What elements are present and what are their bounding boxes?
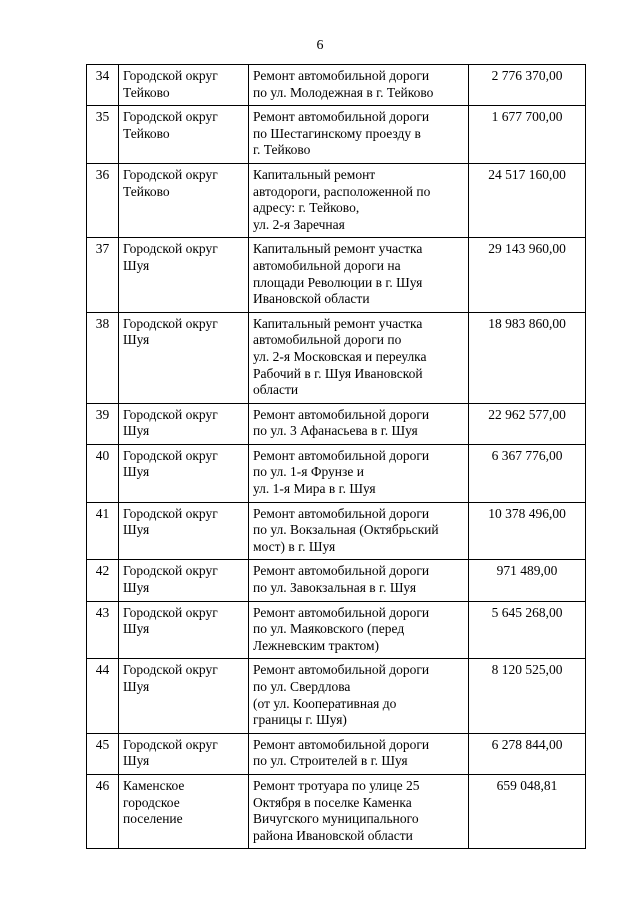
row-number: 35 [87,106,119,164]
municipality-cell [119,560,249,601]
description-cell [249,106,469,164]
description-cell [249,65,469,106]
municipality-line: Городской округ [123,505,218,521]
description-cell [249,560,469,601]
description-line: Капитальный ремонт участка [253,315,423,331]
description-cell [249,444,469,502]
description-line: по ул. Молодежная в г. Тейково [253,84,434,100]
municipality-line: Тейково [123,84,170,100]
description-line: по ул. Вокзальная (Октябрьский [253,522,439,538]
municipality-line: Городской округ [123,662,218,678]
table-row [87,774,586,848]
amount-cell: 18 983 860,00 [469,312,586,403]
amount-cell: 22 962 577,00 [469,403,586,444]
description-line: г. Тейково [253,142,311,158]
description-line: по ул. 3 Афанасьева в г. Шуя [253,423,418,439]
municipality-line: Шуя [123,522,150,538]
description-cell [249,403,469,444]
description-line: мост) в г. Шуя [253,538,336,554]
municipality-line: Городской округ [123,604,218,620]
description-line: границы г. Шуя) [253,712,347,728]
description-line: ул. 2-я Заречная [253,216,345,232]
table-row [87,106,586,164]
municipality-line: Городской округ [123,241,218,257]
description-line: по Шестагинскому проезду в [253,125,421,141]
row-number: 44 [87,659,119,733]
description-line: площади Революции в г. Шуя [253,274,423,290]
description-cell [249,733,469,774]
municipality-line: Городской округ [123,406,218,422]
table-row [87,502,586,560]
amount-cell: 10 378 496,00 [469,502,586,560]
table-row [87,403,586,444]
description-cell [249,774,469,848]
municipality-line: Шуя [123,679,150,694]
municipality-cell [119,502,249,560]
amount-cell: 2 776 370,00 [469,65,586,106]
description-line: по ул. Свердлова [253,679,351,694]
description-line: Вичугского муниципального [253,811,419,827]
description-line: Ремонт автомобильной дороги [253,505,430,521]
row-number: 36 [87,163,119,237]
municipality-cell [119,312,249,403]
description-line: района Ивановской области [253,827,413,843]
municipality-line: Шуя [123,621,150,637]
municipality-line: поселение [123,811,183,827]
row-number: 37 [87,238,119,312]
description-line: Ремонт автомобильной дороги [253,563,430,579]
description-line: Капитальный ремонт [253,166,376,182]
description-cell [249,601,469,659]
row-number: 45 [87,733,119,774]
description-line: Ремонт автомобильной дороги [253,68,430,83]
description-line: (от ул. Кооперативная до [253,695,397,711]
municipality-line: Каменское [123,777,185,793]
table-row [87,163,586,237]
amount-cell: 24 517 160,00 [469,163,586,237]
description-line: Ремонт автомобильной дороги [253,109,430,125]
municipality-line: Шуя [123,332,150,348]
description-line: Ремонт автомобильной дороги [253,662,430,678]
table-row [87,659,586,733]
description-line: автомобильной дороги на [253,257,401,273]
description-line: Ремонт автомобильной дороги [253,447,430,463]
description-line: по ул. Строителей в г. Шуя [253,753,408,769]
municipality-cell [119,444,249,502]
description-line: автодороги, расположенной по [253,183,431,199]
row-number: 39 [87,403,119,444]
municipality-line: Городской округ [123,736,218,752]
description-line: Ремонт тротуара по улице 25 [253,777,420,793]
municipality-line: Городской округ [123,447,218,463]
description-cell [249,163,469,237]
description-cell [249,312,469,403]
municipality-line: Городской округ [123,109,218,125]
municipality-cell [119,659,249,733]
table-row [87,560,586,601]
municipality-line: Городской округ [123,563,218,579]
description-line: Октября в поселке Каменка [253,794,412,810]
amount-cell: 1 677 700,00 [469,106,586,164]
page-number: 6 [316,38,324,53]
municipality-cell [119,733,249,774]
municipality-cell [119,601,249,659]
description-line: адресу: г. Тейково, [253,200,360,216]
description-line: по ул. 1-я Фрунзе и [253,464,364,480]
description-line: Лежневским трактом) [253,637,380,653]
row-number: 42 [87,560,119,601]
municipality-line: Тейково [123,125,170,141]
amount-cell: 29 143 960,00 [469,238,586,312]
description-line: Рабочий в г. Шуя Ивановской [253,365,423,381]
municipality-line: Городской округ [123,315,218,331]
municipality-line: Шуя [123,464,150,480]
description-line: области [253,382,299,398]
table-row [87,601,586,659]
municipality-line: Шуя [123,753,150,769]
amount-cell: 659 048,81 [469,774,586,848]
table-row [87,444,586,502]
municipality-cell [119,774,249,848]
description-line: по ул. Завокзальная в г. Шуя [253,580,417,596]
row-number: 41 [87,502,119,560]
municipality-cell [119,106,249,164]
description-line: автомобильной дороги по [253,332,402,348]
municipality-cell [119,65,249,106]
description-line: Ивановской области [253,291,370,307]
municipality-cell [119,163,249,237]
row-number: 38 [87,312,119,403]
row-number: 40 [87,444,119,502]
row-number: 46 [87,774,119,848]
municipality-line: Шуя [123,423,150,439]
description-line: Ремонт автомобильной дороги [253,736,430,752]
amount-cell: 5 645 268,00 [469,601,586,659]
table-row [87,238,586,312]
table-body [87,65,586,849]
municipality-line: Шуя [123,580,150,596]
description-cell [249,238,469,312]
amount-cell: 971 489,00 [469,560,586,601]
amount-cell: 8 120 525,00 [469,659,586,733]
description-line: Капитальный ремонт участка [253,241,423,257]
municipality-line: Городской округ [123,68,218,83]
municipality-line: Городской округ [123,166,218,182]
municipality-line: городское [123,794,180,810]
description-cell [249,502,469,560]
municipality-line: Тейково [123,183,170,199]
road-repair-table [86,64,586,849]
municipality-line: Шуя [123,257,150,273]
amount-cell: 6 278 844,00 [469,733,586,774]
amount-cell: 6 367 776,00 [469,444,586,502]
municipality-cell [119,403,249,444]
description-line: по ул. Маяковского (перед [253,621,405,637]
table-row [87,312,586,403]
municipality-cell [119,238,249,312]
row-number: 43 [87,601,119,659]
description-line: Ремонт автомобильной дороги [253,604,430,620]
table-row [87,65,586,106]
description-line: ул. 2-я Московская и переулка [253,348,427,364]
table-row [87,733,586,774]
row-number: 34 [87,65,119,106]
description-cell [249,659,469,733]
description-line: Ремонт автомобильной дороги [253,406,430,422]
description-line: ул. 1-я Мира в г. Шуя [253,481,376,497]
